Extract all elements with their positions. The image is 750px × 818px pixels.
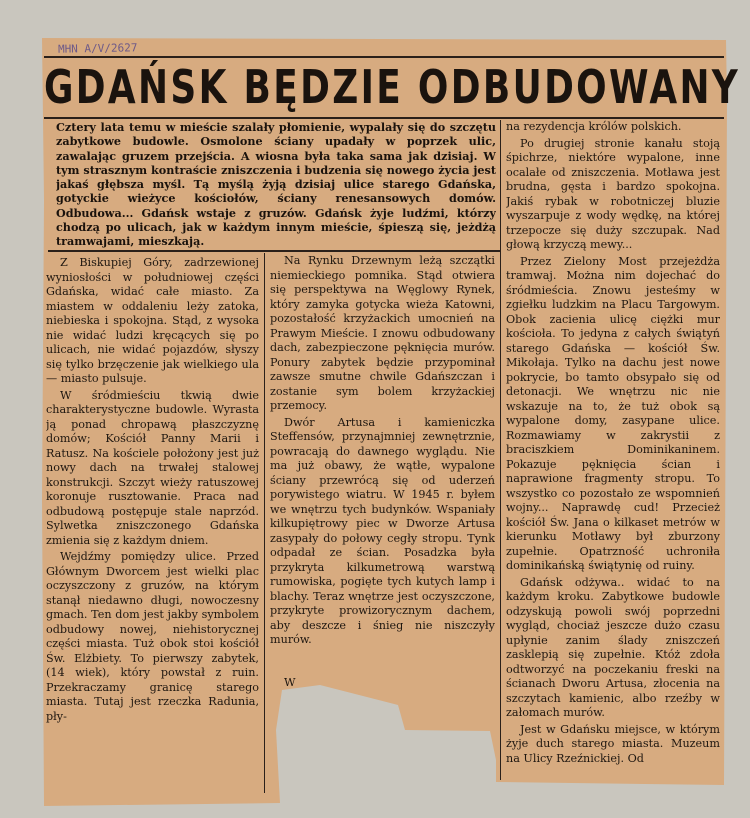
col3-paragraph: Jest w Gdańsku miejsce, w którym żyje duch starego miasta. Muzeum na Ulicy Rzeźnickiej. Od — [506, 722, 720, 765]
column-2 — [270, 254, 495, 684]
col-divider-1 — [264, 253, 265, 793]
col3-paragraph: Po drugiej stronie kanału stoją śpichrze, niektóre wypalone, inne ocalałe od zniszczenia. Motława jest brudna, gęsta i bardzo spokojna. Jakiś rybak w robotniczej bluzie wyszarpuje z wody wędkę, na której trzepocze się duży szczupak. Nad głową krzyczą mewy... — [506, 136, 720, 251]
col1-paragraph: Z Biskupiej Góry, zadrzewionej wyniosłości w południowej części Gdańska, widać całe miasto. Za miastem w oddaleniu leży zatoka, niebieska i spokojna. Stąd, z wysoka nie widać ludzi kręcących się po ulicach, nie widać pojazdów, słyszy się tylko brzęczenie jak wielkiego ula — miasto pulsuje. — [46, 256, 259, 385]
col3-paragraph: na rezydencja królów polskich. — [506, 120, 682, 133]
headline: GDAŃSK BĘDZIE ODBUDOWANY — [44, 60, 741, 114]
column-3 — [506, 120, 720, 782]
col1-paragraph: W śródmieściu tkwią dwie charakterystyczne budowle. Wyrasta ją ponad chropawą płaszczyznę domów; Kościół Panny Marii i Ratusz. Na kościele położony jest już nowy dach na trwałej stalowej konstrukcji. Szczyt wieży ratuszowej koronuje rusztowanie. Praca nad odbudową postępuje stale naprzód. Sylwetka zniszczonego Gdańska zmienia się z każdym dniem. — [46, 388, 259, 547]
col3-paragraph: Gdańsk odżywa.. widać to na każdym kroku. Zabytkowe budowle odzyskują powoli swój poprzedni wygląd, chociaż jeszcze dużo czasu upłynie zanim ślady zniszczeń zasklepią się zupełnie. Któż zdoła odtworzyć na poczekaniu freski na ścianach Dworu Artusa, złocenia na szczytach kamienic, albo rzeźby w załomach murów. — [506, 575, 720, 719]
lead-divider — [48, 250, 500, 252]
col2-paragraph: Na Rynku Drzewnym leżą szczątki niemieckiego pomnika. Stąd otwiera się perspektywa na Węglowy Rynek, który zamyka gotycka wieża Katowni, pozostałość krzyżackich umocnień na Prawym Mieście. I znowu odbudowany dach, zabezpieczone pęknięcia murów. Ponury zabytek będzie przypominał zawsze smutne chwile Gdańszczan i zostanie sym bolem krzyżackiej przemocy. — [270, 254, 495, 412]
column-2-fragment — [284, 676, 304, 692]
archive-stamp: MHN A/V/2627 — [57, 41, 138, 56]
col2-fragment: W — [284, 676, 296, 689]
col2-paragraph: Dwór Artusa i kamieniczka Steffensów, przynajmniej zewnętrznie, powracają do dawnego wyglądu. Nie ma już obawy, że wątłe, wypalone ściany przewrócą się od uderzeń porywistego wiatru. W 1945 r. byłem we wnętrzu tych budynków. Wspaniały kilkupiętrowy piec w Dworze Artusa zasypały do połowy cegły stropu. Tynk odpadał ze ścian. Posadzka była przykryta kilkumetrową warstwą rumowiska, pogięte tych kutych lamp i blachy. Teraz wnętrze jest oczyszczone, przykryte prowizorycznym dachem, aby deszcze i śnieg nie niszczyły murów. — [270, 415, 495, 646]
col-divider-2 — [500, 120, 501, 780]
lead-paragraph: Cztery lata temu w mieście szalały płomienie, wypalały się do szczętu zabytkowe budowle. Osmolone ściany upadały w poprzek ulic, zawalając gruzem przejścia. A wiosna była taka sama jak dzisiaj. W tym strasznym kontraście zniszczenia i budzenia się nowego życia jest jakaś głębsza myśl. Tą myślą żyją dzisiaj ulice starego Gdańska, gotyckie wieżyce kościołów, ściany renesansowych domów. Odbudowa... Gdańsk wstaje z gruzów. Gdańsk żyje ludźmi, którzy chodzą po ulicach, jak w każdym innym mieście, śpieszą się, jeżdżą tramwajami, mieszkają. — [56, 120, 496, 248]
col1-paragraph: Wejdźmy pomiędzy ulice. Przed Głównym Dworcem jest wielki plac oczyszczony z gruzów, na którym stanął niedawno długi, nowoczesny gmach. Ten dom jest jakby symbolem odbudowy nowej, niehistorycznej części miasta. Tuż obok stoi kościół Św. Elżbiety. To pierwszy zabytek, (14 wiek), który powstał z ruin. Przekraczamy granicę starego miasta. Tutaj jest rzeczka Radunia, pły- — [46, 550, 259, 723]
column-1 — [46, 256, 259, 804]
col3-paragraph: Przez Zielony Most przejeżdża tramwaj. Można nim dojechać do śródmieścia. Znowu jesteśmy w zgiełku ludzkim na Placu Targowym. Obok zacienia ulicę ciężki mur kościoła. To jedyna z całych świątyń starego Gdańska — kościół Św. Mikołaja. Tylko na dachu jest nowe pokrycie, bo tamto obsypało się od detonacji. We wnętrzu nic nie wskazuje na to, że tuż obok są wypalone domy, zasypane ulice. Rozmawiamy w zakrystii z braciszkiem Dominikaninem. Pokazuje pęknięcia ścian i naprawione fragmenty stropu. To wszystko co pozostało ze wspomnień wojny... Naprawdę cud! Przecież kościół Św. Jana o kilkaset metrów w kierunku Motławy był zburzony zupełnie. Opatrzność uchroniła dominikańską świątynię od ruiny. — [506, 254, 720, 572]
headline-rule — [44, 117, 724, 119]
